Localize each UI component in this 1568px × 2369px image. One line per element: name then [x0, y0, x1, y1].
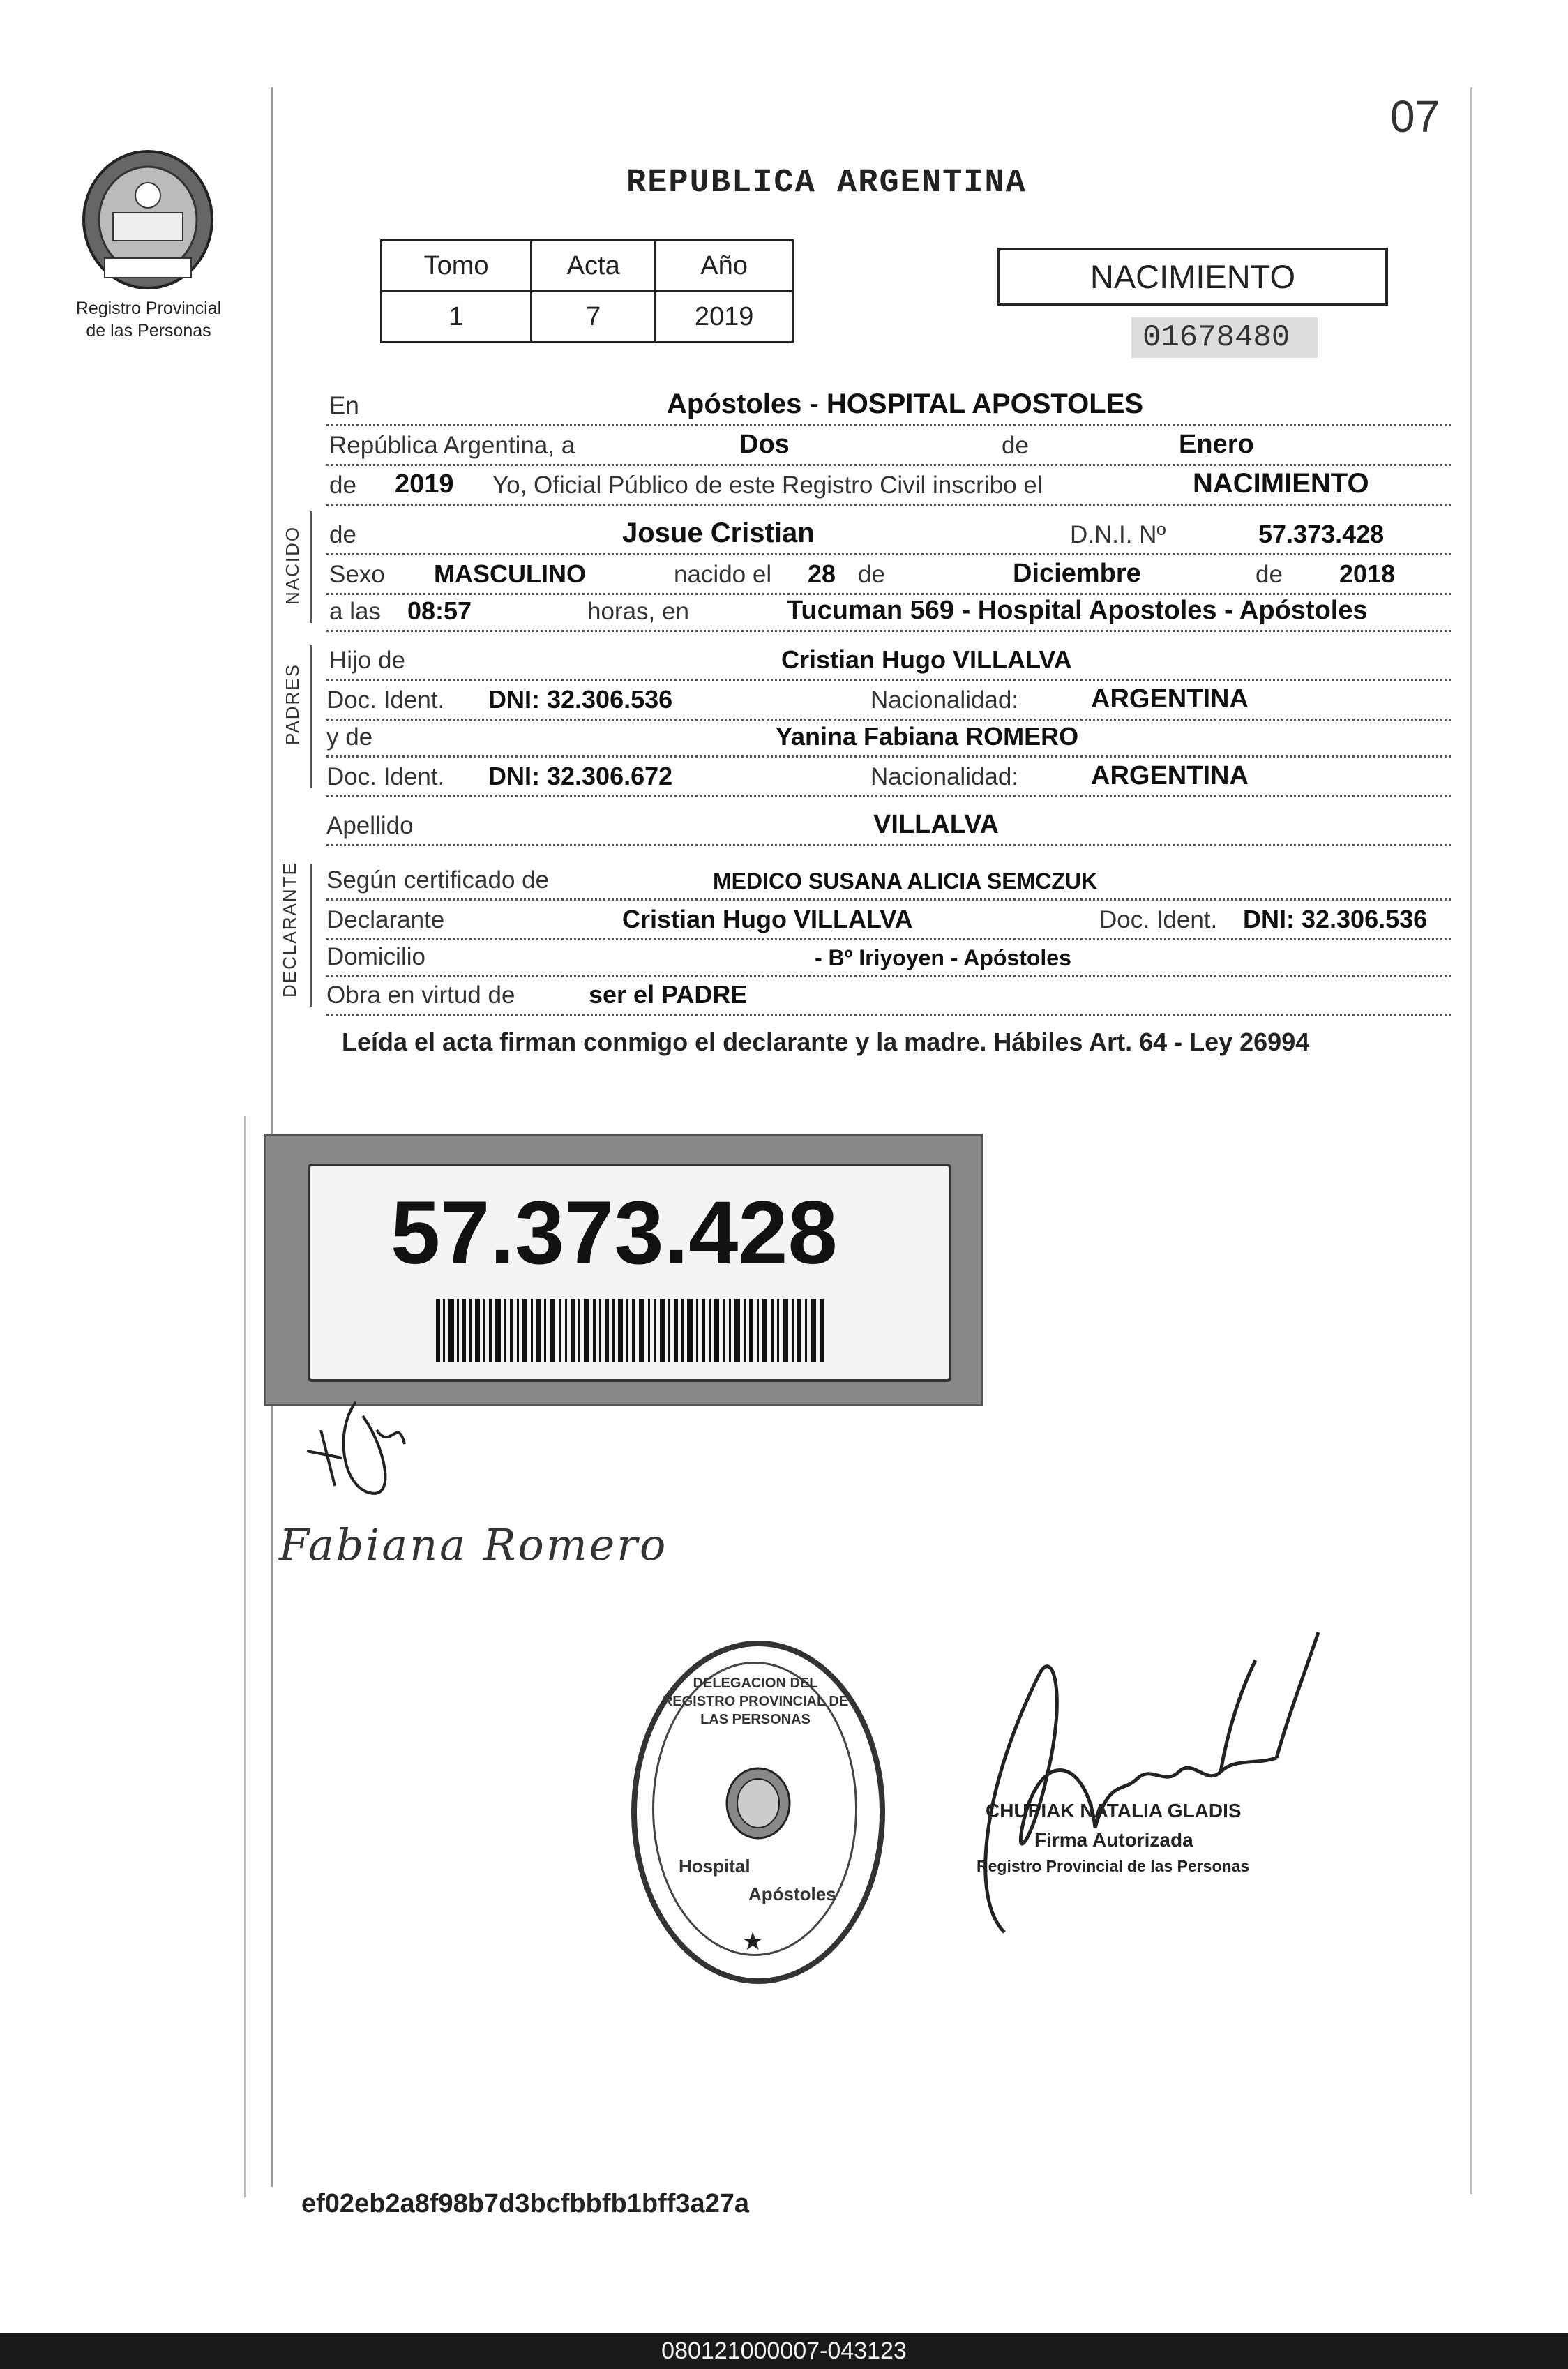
dni-declarante: DNI: 32.306.536	[1240, 905, 1430, 934]
dia-nacimiento: 28	[805, 559, 838, 589]
tipo-inscripcion: NACIMIENTO	[1190, 468, 1372, 499]
declarant-signature-icon	[293, 1388, 432, 1514]
row-nombre: de Josue Cristian D.N.I. Nº 57.373.428	[326, 511, 1451, 555]
anio-header: Año	[656, 241, 793, 292]
document-hash: ef02eb2a8f98b7d3bcfbbfb1bff3a27a	[301, 2189, 750, 2218]
right-margin-line	[1470, 87, 1472, 2194]
row-en: En Apóstoles - HOSPITAL APOSTOLES	[326, 382, 1451, 426]
domicilio: - Bº Iriyoyen - Apóstoles	[812, 945, 1074, 971]
row-y-de: y de Yanina Fabiana ROMERO	[326, 714, 1451, 758]
mes-inscripcion: Enero	[1176, 430, 1257, 460]
dni-sticker	[264, 1134, 983, 1406]
row-republica: República Argentina, a Dos de Enero	[326, 422, 1451, 466]
tomo-value: 1	[382, 292, 532, 343]
dni-padre: DNI: 32.306.536	[485, 685, 675, 714]
apellido: VILLALVA	[870, 810, 1002, 840]
tomo-acta-table	[380, 239, 794, 343]
logo-caption-1: Registro Provincial	[75, 299, 222, 318]
registry-stamp	[631, 1641, 885, 1984]
padres-bracket	[310, 645, 312, 788]
row-sexo: Sexo MASCULINO nacido el 28 de Diciembre de 2018	[326, 551, 1451, 595]
stamp-inner-line2: Apóstoles	[748, 1883, 836, 1904]
anio-value: 2019	[656, 292, 793, 343]
nacionalidad-madre: ARGENTINA	[1088, 761, 1251, 791]
province-seal-icon	[78, 146, 218, 289]
hora-nacimiento: 08:57	[405, 596, 474, 626]
mother-signature-text: Fabiana Romero	[279, 1519, 668, 1570]
document-type-box	[997, 248, 1388, 306]
nombre-declarante: Cristian Hugo VILLALVA	[619, 905, 916, 934]
sticker-dni-number: 57.373.428	[391, 1183, 838, 1283]
document-type: NACIMIENTO	[1090, 258, 1296, 295]
mes-nacimiento: Diciembre	[1010, 559, 1144, 589]
sticker-inner	[308, 1164, 951, 1382]
barcode-icon	[436, 1299, 827, 1362]
row-hora: a las 08:57 horas, en Tucuman 569 - Hospital Apostoles - Apóstoles	[326, 588, 1451, 632]
page-title: REPUBLICA ARGENTINA	[626, 165, 1027, 202]
sexo: MASCULINO	[431, 559, 589, 589]
footer-code: 080121000007-043123	[661, 2338, 907, 2364]
province-logo	[78, 146, 218, 289]
stamp-inner-line1: Hospital	[679, 1856, 751, 1877]
left-margin-line-2	[244, 1116, 246, 2197]
row-obra: Obra en virtud de ser el PADRE	[326, 972, 1451, 1016]
lugar-nacimiento: Tucuman 569 - Hospital Apostoles - Apóstoles	[784, 596, 1371, 626]
obra-en-virtud: ser el PADRE	[586, 980, 750, 1009]
row-padre-doc: Doc. Ident. DNI: 32.306.536 Nacionalidad: ARGENTINA	[326, 677, 1451, 721]
stamp-seal-icon	[723, 1765, 793, 1842]
lugar-inscripcion: Apóstoles - HOSPITAL APOSTOLES	[664, 389, 1146, 420]
acta-header: Acta	[532, 241, 656, 292]
declarante-side-label: DECLARANTE	[279, 862, 300, 998]
nombre-madre: Yanina Fabiana ROMERO	[773, 722, 1081, 751]
nacido-side-label: NACIDO	[282, 525, 303, 605]
row-apellido: Apellido VILLALVA	[326, 802, 1451, 846]
padres-side-label: PADRES	[282, 663, 303, 745]
closing-text: Leída el acta firman conmigo el declarante y la madre. Hábiles Art. 64 - Ley 26994	[342, 1028, 1310, 1056]
dia-inscripcion: Dos	[737, 430, 792, 460]
page-number: 07	[1390, 91, 1440, 142]
row-segun: Según certificado de MEDICO SUSANA ALICIA SEMCZUK	[326, 857, 1451, 901]
row-madre-doc: Doc. Ident. DNI: 32.306.672 Nacionalidad: ARGENTINA	[326, 753, 1451, 797]
logo-caption-2: de las Personas	[86, 321, 211, 340]
nombre-nacido: Josue Cristian	[619, 518, 817, 549]
footer-bar	[0, 2333, 1568, 2369]
nacido-bracket	[310, 511, 312, 623]
stamp-star-icon: ★	[741, 1927, 764, 1955]
nacionalidad-padre: ARGENTINA	[1088, 684, 1251, 714]
declarante-bracket	[310, 864, 312, 1007]
serial-number: 01678480	[1131, 317, 1318, 358]
official-signature-icon	[928, 1604, 1360, 1939]
anio-nacimiento: 2018	[1336, 559, 1398, 589]
nombre-padre: Cristian Hugo VILLALVA	[778, 645, 1075, 675]
mother-signature	[279, 1519, 668, 1570]
dni-nacido: 57.373.428	[1256, 520, 1387, 549]
certificado-medico: MEDICO SUSANA ALICIA SEMCZUK	[710, 868, 1100, 894]
official-role: Firma Autorizada	[1034, 1829, 1193, 1851]
acta-value: 7	[532, 292, 656, 343]
anio-inscripcion: 2019	[392, 469, 457, 499]
dni-madre: DNI: 32.306.672	[485, 762, 675, 791]
row-oficial: de 2019 Yo, Oficial Público de este Registro Civil inscribo el NACIMIENTO	[326, 462, 1451, 506]
row-declarante: Declarante Cristian Hugo VILLALVA Doc. Ident. DNI: 32.306.536	[326, 896, 1451, 940]
stamp-ring-text: DELEGACION DEL REGISTRO PROVINCIAL DE LAS PERSONAS	[662, 1676, 849, 1727]
official-name: CHUPIAK NATALIA GLADIS	[986, 1800, 1242, 1821]
tomo-header: Tomo	[382, 241, 532, 292]
row-hijo-de: Hijo de Cristian Hugo VILLALVA	[326, 637, 1451, 681]
official-org: Registro Provincial de las Personas	[977, 1857, 1250, 1875]
row-domicilio: Domicilio - Bº Iriyoyen - Apóstoles	[326, 933, 1451, 977]
